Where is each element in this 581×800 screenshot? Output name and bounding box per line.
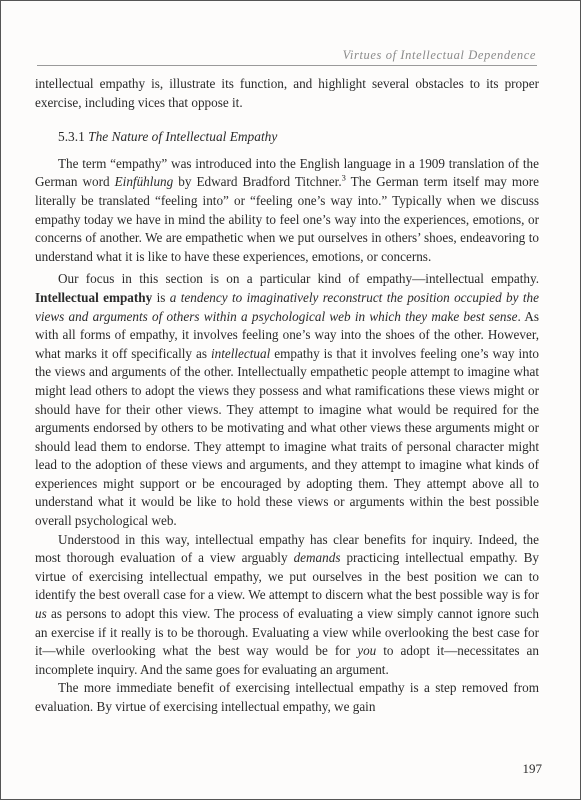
paragraph-empathy-term <box>35 155 539 267</box>
paragraph-text: to adopt it—necessitates an incomplete inquiry. And the same goes for evaluating an argument. <box>35 643 539 677</box>
header-rule <box>37 65 537 66</box>
emphasis-text: Einfühlung <box>114 174 174 190</box>
emphasis-text: you <box>357 643 377 659</box>
paragraph-text: by Edward Bradford Titchner. <box>173 174 342 190</box>
paragraph-immediate-benefit <box>35 679 539 716</box>
emphasis-text: intellectual <box>210 345 271 361</box>
section-title: The Nature of Intellectual Empathy <box>88 129 278 145</box>
paragraph-text: is <box>152 289 170 305</box>
body-text <box>35 75 539 717</box>
paragraph-text: . As with all forms of empathy, it involves feeling one’s way into the shoes of the other. However, what marks it off specifically as <box>35 308 539 361</box>
paragraph-focus <box>35 270 539 530</box>
definition-text: a tendency to imaginatively reconstruct the position occupied by the views and arguments of others within a psychological web in which they make best sense <box>35 289 539 324</box>
paragraph-text: The term “empathy” was introduced into the English language in a 1909 translation of the German word <box>35 155 539 190</box>
footnote-marker: 3 <box>341 172 346 183</box>
paragraph-continued <box>35 75 539 112</box>
paragraph-text: The more immediate benefit of exercising intellectual empathy is a step removed from evaluation. By virtue of exercising intellectual empathy, we gain <box>35 680 539 714</box>
defined-term: Intellectual empathy <box>35 289 153 305</box>
running-head: Virtues of Intellectual Dependence <box>342 48 536 62</box>
paragraph-text: practicing intellectual empathy. By virtue of exercising intellectual empathy, we put ourselves in the best position we can to identify the best overall case for a view. We attempt to discern what the best possible way is for <box>35 550 539 603</box>
paragraph-text: intellectual empathy is, illustrate its function, and highlight several obstacles to its proper exercise, including vices that oppose it. <box>35 76 539 110</box>
paragraph-text: Our focus in this section is on a particular kind of empathy—intellectual empathy. <box>58 271 539 287</box>
paragraph-text: empathy is that it involves feeling one’s way into the views and arguments of the other. Intellectually empathetic people attempt to imagine what might lead others to adopt the views they possess and what ramifications these views might or should have for their other views. They attempt to imagine what would be required for the arguments endorsed by others to be motivating and what other views these arguments might or should lead them to endorse. They attempt to imagine what traits of personal character might lead to the adoption of these views and arguments, and they attempt to imagine what kinds of experiences might support or be encouraged by adopting them. They attempt above all to understand what it would be like to hold these views or arguments within the best possible overall psychological web. <box>35 345 539 529</box>
paragraph-text: as persons to adopt this view. The process of evaluating a view simply cannot ignore such an exercise if it really is to be thorough. Evaluating a view while overlooking the best case for it—while overlooking what the best way would be for <box>35 606 539 659</box>
paragraph-text: The German term itself may more literally be translated “feeling into” or “feeling one’s way into.” Typically when we discuss empathy today we have in mind the ability to feel one’s way into the experiences, emotions, or concerns of another. We are empathetic when we put ourselves in others’ shoes, endeavoring to understand what it is like to have these experiences, emotions, or concerns. <box>35 174 540 264</box>
section-heading <box>58 128 539 147</box>
emphasis-text: demands <box>293 550 341 566</box>
paragraph-text: Understood in this way, intellectual empathy has clear benefits for inquiry. Indeed, the most thorough evaluation of a view arguably <box>35 531 539 566</box>
emphasis-text: us <box>35 606 47 622</box>
paragraph-benefits <box>35 531 539 680</box>
page-number: 197 <box>522 761 542 776</box>
section-number: 5.3.1 <box>58 129 85 145</box>
